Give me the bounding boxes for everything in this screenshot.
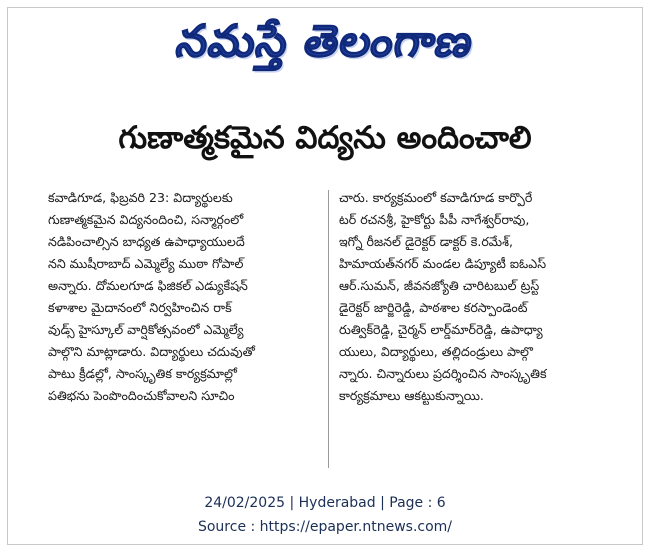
body-line: కళాశాల మైదానంలో నిర్వహించిన రాక్ [48, 300, 232, 315]
article-headline [8, 116, 642, 160]
body-line: పతిభను పెంపొందించుకోవాలని సూచిం [48, 388, 235, 403]
body-line: వుడ్స్ హైస్కూల్ వార్షికోత్సవంలో ఎమ్మెల్యే [48, 322, 244, 337]
masthead-title: నమస్తే తెలంగాణ [172, 16, 478, 67]
newspaper-masthead [8, 12, 642, 72]
footer-source: Source : https://epaper.ntnews.com/ [197, 519, 453, 535]
body-line: కవాడిగూడ, ఫిబ్రవరి 23: విద్యార్థులకు [48, 190, 233, 205]
body-line: అన్నారు. దోమలగూడ ఫిజికల్ ఎడ్యుకేషన్ [48, 278, 248, 293]
body-line: రుత్విక్‌రెడ్డి, చైర్మన్ లార్డ్‌మార్‌రెడ్డి, ఉపాధ్యా [339, 322, 543, 337]
body-line: ఇగ్నో రీజనల్ డైరెక్టర్ డాక్టర్ కె.రమేశ్, [339, 234, 514, 249]
body-line: టర్ రచనశ్రీ, హైకోర్టు పీపీ నాగేశ్వర్‌రావు, [339, 212, 530, 227]
body-line: హిమాయత్‌నగర్ మండల డిప్యూటీ ఐఓఎస్ [339, 256, 547, 271]
body-line: పాల్గొని మాట్లాడారు. విద్యార్థులు చదువుతో [48, 344, 255, 359]
body-line: ఆర్.సుమన్, జీవనజ్యోతి చారిటబుల్ ట్రస్ట్ [339, 278, 540, 293]
headline-text: గుణాత్మకమైన విద్యను అందించాలి [118, 120, 532, 156]
article-column-right [339, 187, 621, 407]
body-line: నని ముషీరాబాద్ ఎమ్మెల్యే ముఠా గోపాల్ [48, 256, 244, 271]
body-line: పాటు క్రీడల్లో, సాంస్కృతిక కార్యక్రమాల్లో [48, 366, 237, 381]
body-line: న్నారు. చిన్నారులు ప్రదర్శించిన సాంస్కృతిక [339, 366, 547, 381]
body-line: చారు. కార్యక్రమంలో కవాడిగూడ కార్పొరే [339, 190, 533, 205]
column-divider [328, 190, 329, 468]
footer-date-page: 24/02/2025 | Hyderabad | Page : 6 [204, 495, 446, 511]
body-line: కార్యక్రమాలు ఆకట్టుకున్నాయి. [339, 388, 484, 403]
body-line: గుణాత్మకమైన విద్యనందించి, సన్మార్గంలో [48, 212, 244, 227]
clipping-frame [7, 7, 643, 545]
body-line: డైరెక్టర్ జార్జిరెడ్డి, పాఠశాల కరస్పాండెంట్ [339, 300, 528, 315]
body-line: నడిపించాల్సిన బాధ్యత ఉపాధ్యాయులదే [48, 234, 245, 249]
article-column-left [48, 187, 318, 407]
body-line: యులు, విద్యార్థులు, తల్లిదండ్రులు పాల్గొ [339, 344, 533, 359]
